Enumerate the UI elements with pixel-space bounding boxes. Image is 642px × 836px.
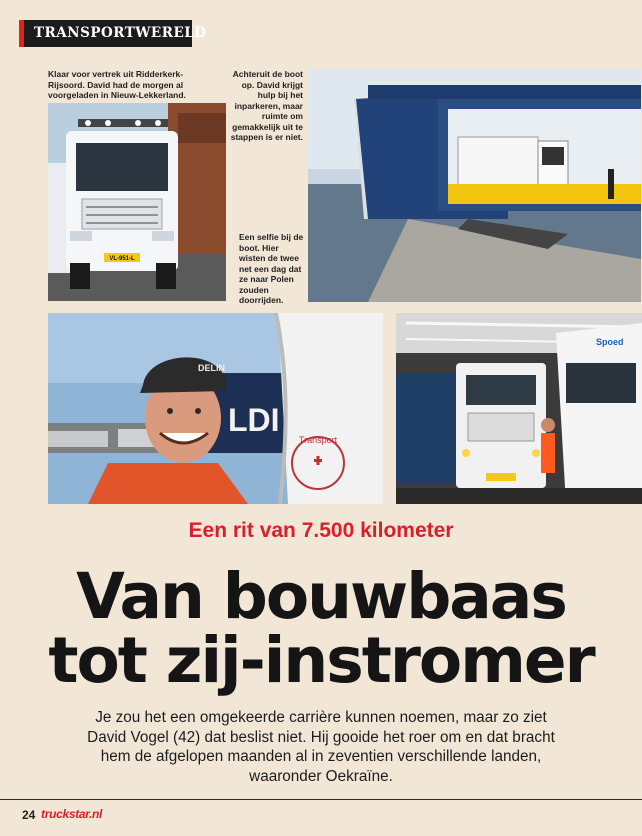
caption-selfie: Een selfie bij de boot. Hier wisten de twee net een dag dat ze naar Polen zouden doorrijden. <box>239 232 304 305</box>
article-intro: Je zou het een omgekeerde carrière kunnen noemen, maar zo ziet David Vogel (42) dat beslist niet. Hij gooide het roer om en dat bracht hem de afgelopen maanden al in zeventien verschillende landen, waaronder Oekraïne. <box>87 709 555 785</box>
brand-link[interactable]: truckstar.nl <box>41 807 103 821</box>
cap-text: DELIN <box>198 363 225 373</box>
headline-line-1: Van bouwbaas <box>76 560 566 633</box>
ship-text: LDI <box>228 402 280 438</box>
photo-selfie <box>48 313 383 504</box>
section-tag: TRANSPORTWERELD <box>19 20 192 47</box>
caption-ferry-reverse: Achteruit de boot op. David krijgt hulp bij het inparkeren, maar ruimte om gemakkelijk uit te stappen is er niet. <box>230 69 303 142</box>
caption-truck-departure: Klaar voor vertrek uit Ridderkerk-Rijsoord. David had de morgen al voorgeladen in Nieuw-Lekkerland. <box>48 69 186 100</box>
footer-rule <box>0 799 642 800</box>
truck-plate-text: VL-951-L <box>109 256 135 262</box>
article-kicker: Een rit van 7.500 kilometer <box>188 519 454 542</box>
photo-ferry <box>308 69 641 302</box>
photo-ferry-deck <box>396 313 642 504</box>
photo-truck-departure <box>48 103 226 301</box>
headline-line-2: tot zij-instromer <box>48 624 594 697</box>
page-number: 24 <box>22 808 36 822</box>
cab-text: Transport <box>298 435 338 445</box>
ferry-truck-text: Spoed <box>596 337 624 347</box>
